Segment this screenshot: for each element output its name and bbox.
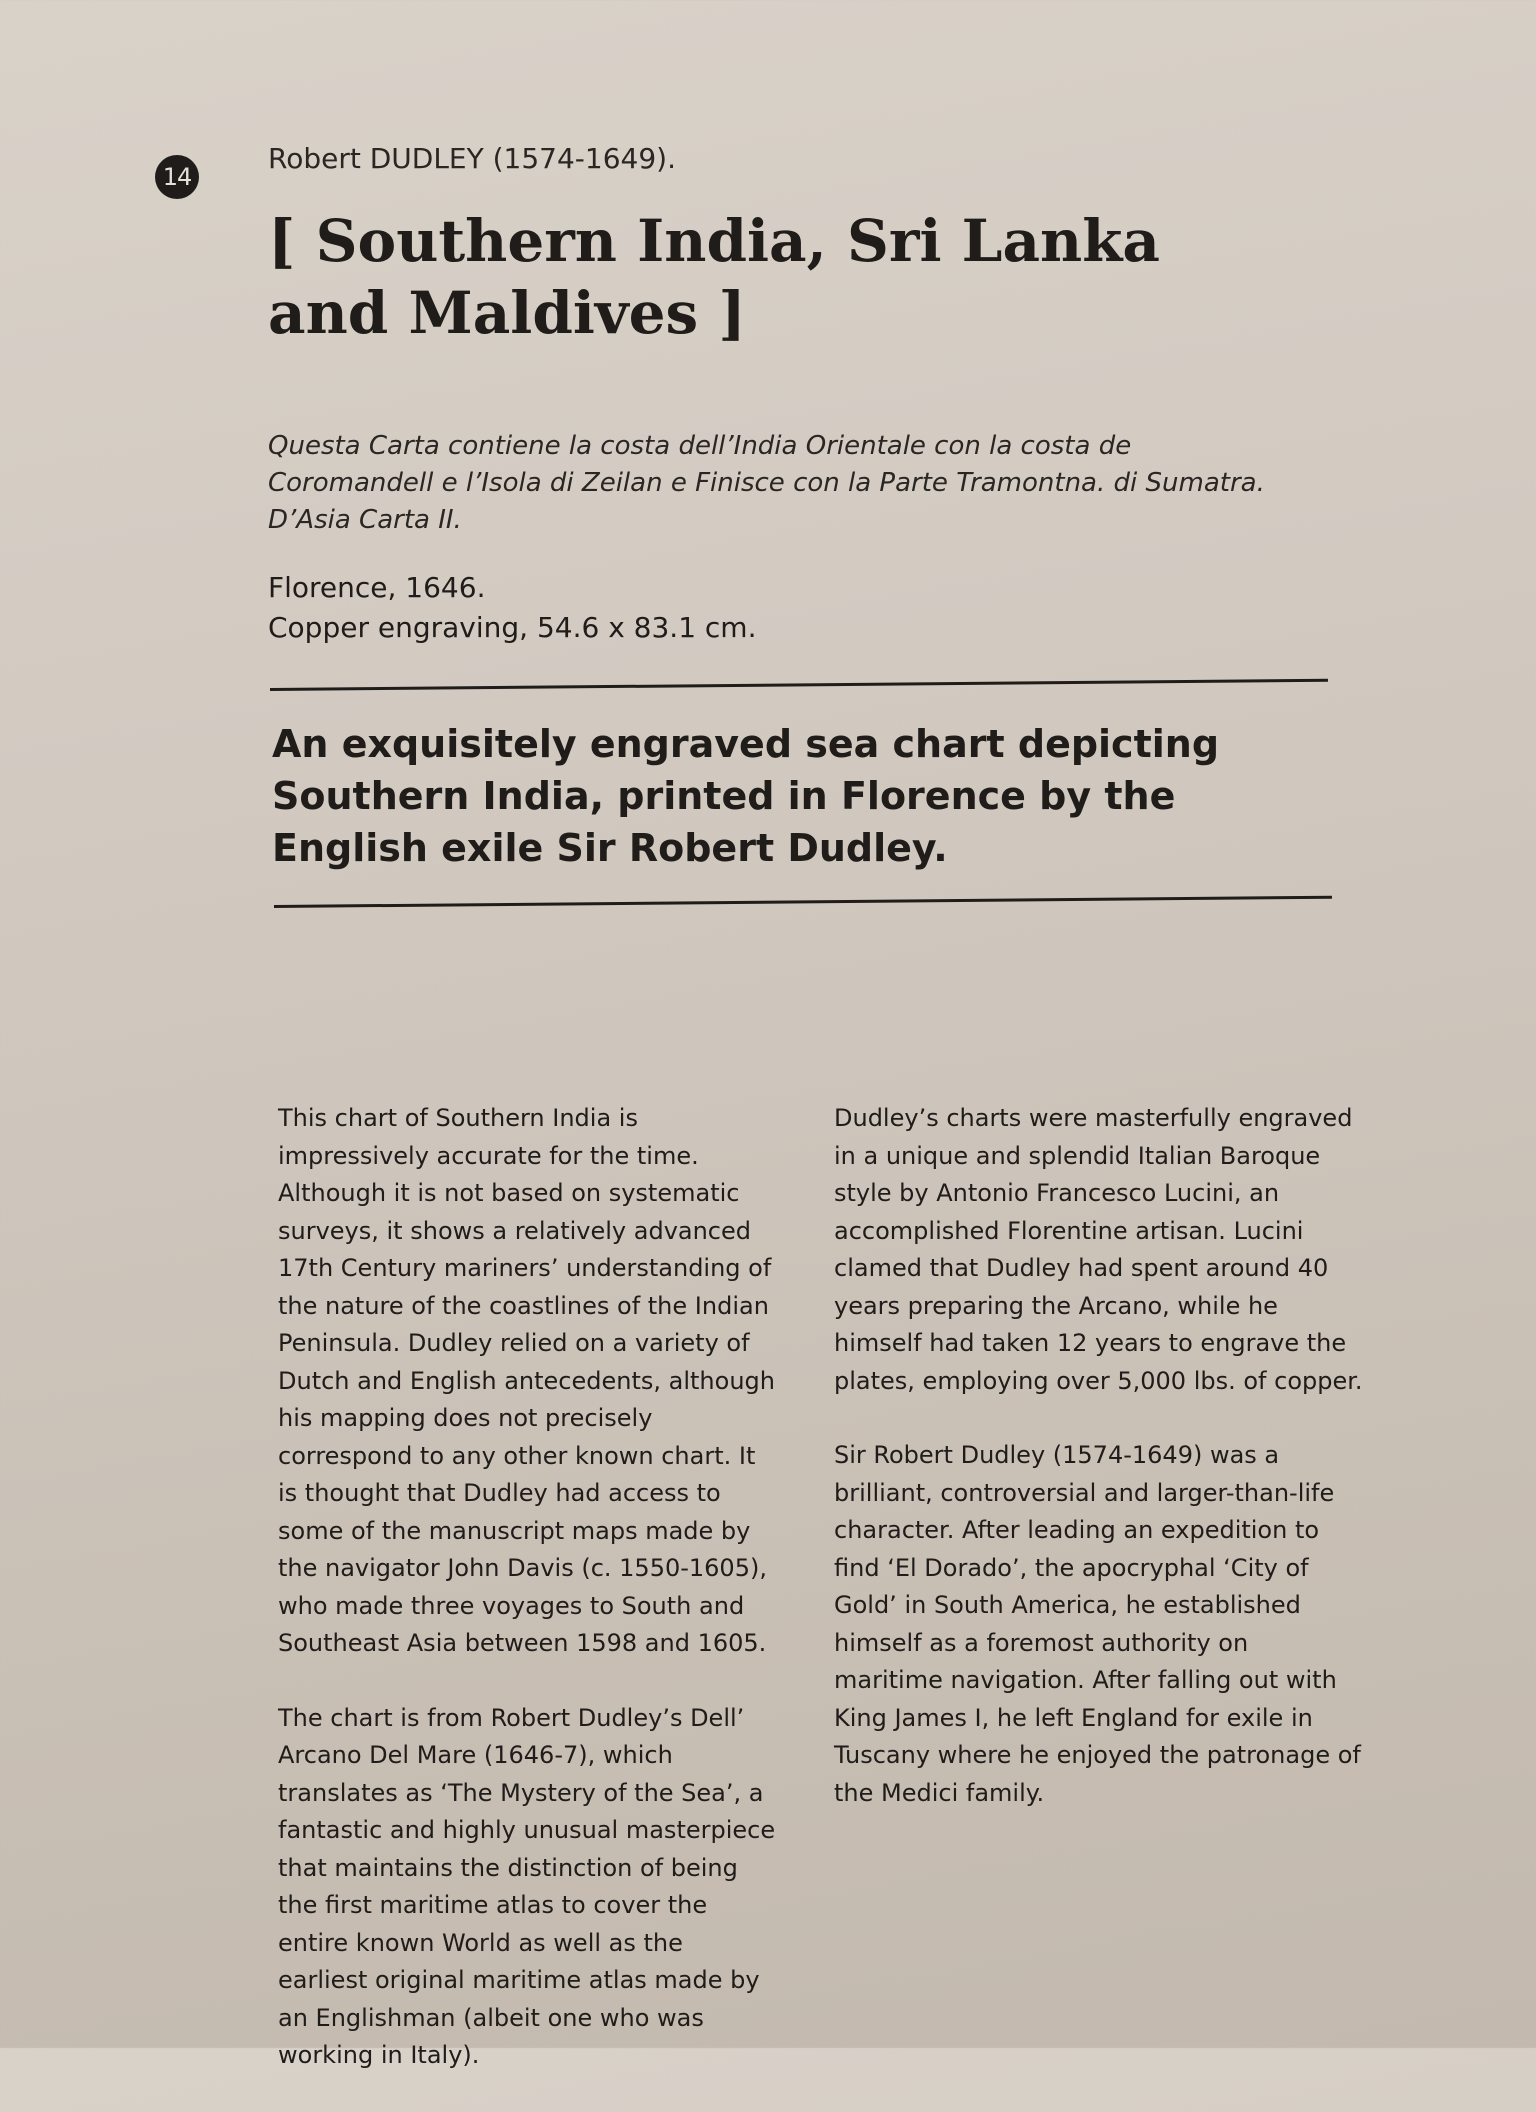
author-line: Robert DUDLEY (1574-1649). — [268, 142, 676, 175]
place-date: Florence, 1646. — [268, 571, 486, 604]
body-column-left — [278, 1100, 778, 2112]
divider-bottom — [274, 896, 1332, 908]
map-title: [ Southern India, Sri Lanka and Maldives ] — [268, 207, 1160, 347]
italian-description: Questa Carta contiene la costa dell’India Orientale con la costa de Coromandell e l’Isola di Zeilan e Finisce con la Parte Tramontna. di Sumatra. D’Asia Carta II. — [268, 431, 1265, 535]
publication-details — [268, 568, 1168, 648]
medium-dimensions: Copper engraving, 54.6 x 83.1 cm. — [268, 611, 757, 644]
body-paragraph: This chart of Southern India is impressively accurate for the time. Although it is not based on systematic surveys, it shows a relatively advanced 17th Century mariners’ understanding of the nature of the coastlines of the Indian Peninsula. Dudley relied on a variety of Dutch and English antecedents, although his mapping does not precisely correspond to any other known chart. It is thought that Dudley had access to some of the manuscript maps made by the navigator John Davis (c. 1550-1605), who made three voyages to South and Southeast Asia between 1598 and 1605. — [278, 1104, 775, 1657]
body-paragraph: The chart is from Robert Dudley’s Dell’ Arcano Del Mare (1646-7), which translates as ‘The Mystery of the Sea’, a fantastic and highly unusual masterpiece that maintains the distinction of being the first maritime atlas to cover the entire known World as well as the earliest original maritime atlas made by an Englishman (albeit one who was working in Italy). — [278, 1703, 776, 2069]
summary-statement: An exquisitely engraved sea chart depicting Southern India, printed in Florence by the English exile Sir Robert Dudley. — [272, 722, 1220, 870]
body-paragraph: Sir Robert Dudley (1574-1649) was a brilliant, controversial and larger-than-life character. After leading an expedition to find ‘El Dorado’, the apocryphal ‘City of Gold’ in South America, he established himself as a foremost authority on maritime navigation. After falling out with King James I, he left England for exile in Tuscany where he enjoyed the patronage of the Medici family. — [834, 1441, 1361, 1807]
divider-top — [270, 679, 1328, 691]
body-column-right — [834, 1100, 1364, 1849]
body-paragraph: Dudley’s charts were masterfully engraved in a unique and splendid Italian Baroque style by Antonio Francesco Lucini, an accomplished Florentine artisan. Lucini clamed that Dudley had spent around 40 years preparing the Arcano, while he himself had taken 12 years to engrave the plates, employing over 5,000 lbs. of copper. — [834, 1104, 1363, 1395]
item-number-badge: 14 — [155, 155, 199, 199]
